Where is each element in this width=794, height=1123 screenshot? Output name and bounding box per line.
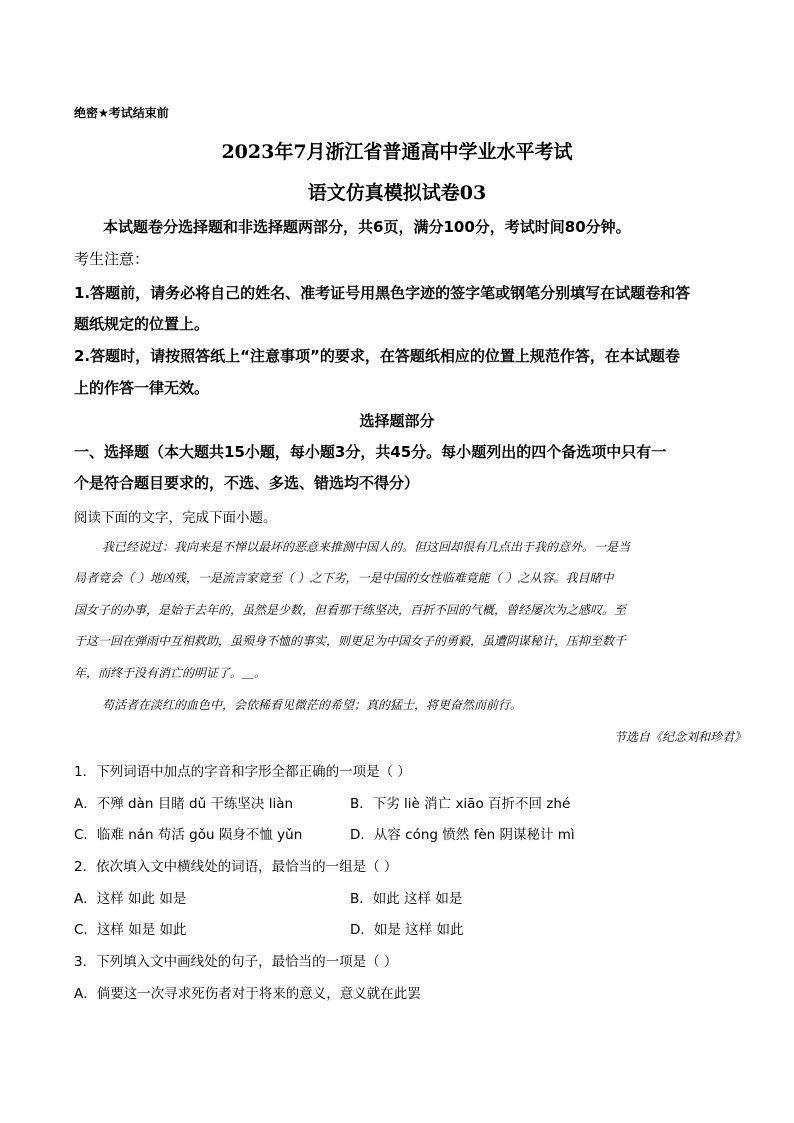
passage-source: 节选自《纪念刘和珍君》 xyxy=(613,730,746,744)
passage-line: 年，而终于没有消亡的明证了。＿。 xyxy=(74,666,267,680)
notice-1-line2: 题纸规定的位置上。 xyxy=(74,315,210,333)
notice-2-line2: 上的作答一律无效。 xyxy=(74,379,210,397)
question-2-option-b: B．如此 这样 如是 xyxy=(350,891,463,907)
passage-line: 苟活者在淡红的血色中，会依稀看见微茫的希望；真的猛士，将更奋然而前行。 xyxy=(102,698,523,712)
secret-mark: 绝密★考试结束前 xyxy=(74,106,169,120)
notice-heading: 考生注意： xyxy=(74,250,150,268)
section-heading: 选择题部分 xyxy=(359,412,435,430)
question-2-stem: 2．依次填入文中横线处的词语，最恰当的一组是（ ） xyxy=(74,859,398,875)
question-1-option-b: B．下劣 liè 消亡 xiāo 百折不回 zhé xyxy=(350,796,571,812)
passage-line: 于这一回在弹雨中互相救助，虽殒身不恤的事实，则更足为中国女子的勇毅，虽遭阴谋秘计，压抑至数千 xyxy=(74,634,627,648)
question-3-stem: 3．下列填入文中画线处的句子，最恰当的一项是（ ） xyxy=(74,954,398,970)
reading-instruction: 阅读下面的文字，完成下面小题。 xyxy=(74,510,277,526)
part-instruction-line1: 一、选择题（本大题共15小题，每小题3分，共45分。每小题列出的四个备选项中只有一 xyxy=(74,443,667,461)
part-instruction-line2: 个是符合题目要求的，不选、多选、错选均不得分） xyxy=(74,474,420,492)
passage-line: 国女子的办事，是始于去年的，虽然是少数，但看那干练坚决，百折不回的气概，曾经屡次为之感叹。至 xyxy=(74,603,627,617)
passage-line: 我已经说过：我向来是不惮以最坏的恶意来推测中国人的。但这回却很有几点出于我的意外。一是当 xyxy=(102,540,631,554)
question-1-stem: 1．下列词语中加点的字音和字形全都正确的一项是（ ） xyxy=(74,764,411,780)
question-2-option-c: C．这样 如是 如此 xyxy=(74,922,187,938)
notice-2-line1: 2.答题时，请按照答纸上“注意事项”的要求，在答题纸相应的位置上规范作答，在本试题卷 xyxy=(74,347,680,365)
exam-subtitle: 语文仿真模拟试卷03 xyxy=(307,182,487,204)
passage-line: 局者竟会（ ）地凶残，一是流言家竟至（ ）之下劣，一是中国的女性临难竟能（ ）之从容。我目睹中 xyxy=(74,571,614,585)
question-2-option-a: A．这样 如此 如是 xyxy=(74,891,187,907)
intro-summary: 本试题卷分选择题和非选择题两部分，共6页，满分100分，考试时间80分钟。 xyxy=(103,218,631,236)
question-2-option-d: D．如是 这样 如此 xyxy=(350,922,464,938)
question-1-option-d: D．从容 cóng 愤然 fèn 阴谋秘计 mì xyxy=(350,827,575,843)
question-3-option-a: A．倘要这一次寻求死伤者对于将来的意义，意义就在此罢 xyxy=(74,986,421,1002)
question-1-option-a: A．不殚 dàn 目睹 dǔ 干练坚决 liàn xyxy=(74,796,294,812)
notice-1-line1: 1.答题前，请务必将自己的姓名、准考证号用黑色字迹的签字笔或钢笔分别填写在试题卷和答 xyxy=(74,284,691,302)
exam-title: 2023年7月浙江省普通高中学业水平考试 xyxy=(221,141,573,163)
question-1-option-c: C．临难 nán 苟活 gǒu 陨身不恤 yǔn xyxy=(74,827,303,843)
